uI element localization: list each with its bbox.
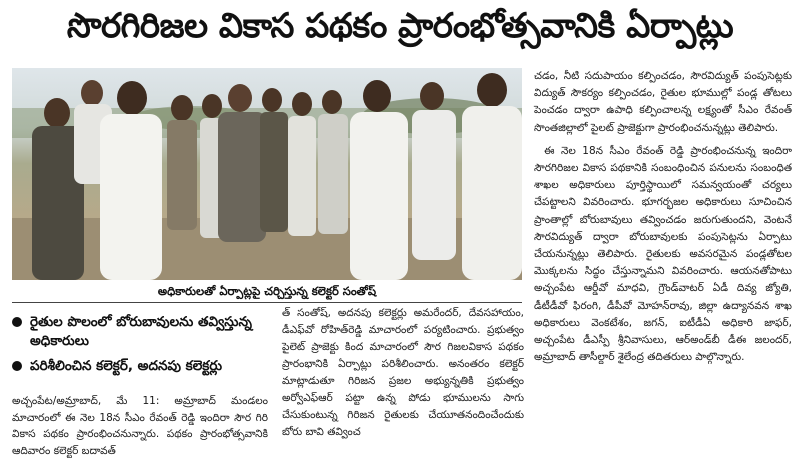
photo-illustration [12, 68, 522, 280]
news-photo [12, 68, 522, 280]
bullet-item [12, 357, 267, 376]
article-paragraph: త్ సంతోష్, అదనపు కలెక్టర్లు అమరేందర్, దేవసహాయం, డీఎఫ్‌వో రోహిత్‌రెడ్డి మాచారంలో పర్యటించారు. ప్రభుత్వం పైలెట్ ప్రాజెక్టు కింద మాచారంలో సౌర గిజలవికాస పథకం ప్రారంభానికి ఏర్పాట్లు పరిశీలించారు. అనంతరం కలెక్టర్ మాట్లాడుతూ గిరిజన ప్రజల అభ్యున్నతికి ప్రభుత్వం అర్వోఎఫ్ఆర్ పట్టా ఉన్న పోడు భూములను సాగు చేసుకుంటున్న గిరిజన రైతులకు చేయూతనందించేందుకు బోరు బావి తవ్వించ [282, 307, 524, 438]
article-column-middle [282, 305, 524, 441]
bullet-icon [12, 317, 22, 327]
photo-caption: అధికారులతో ఏర్పాట్లపై చర్చిస్తున్న కలెక్టర్ సంతోష్ [12, 280, 522, 303]
bullet-icon [12, 361, 22, 371]
article-column-right [534, 68, 792, 366]
bullet-text: రైతుల పొలంలో బోరుబావులను తవ్విస్తున్న అధికారులు [30, 314, 252, 349]
bullet-text: పరిశీలించిన కలెక్టర్, అదనపు కలెక్టర్లు [30, 358, 223, 374]
article-paragraph: అచ్చంపేట/అమ్రాబాద్, మే 11: అమ్రాబాద్ మండలం మాచారంలో ఈ నెల 18న సీఎం రేవంత్ రెడ్డి ఇందిరా సౌర గిరి వికాస పథకం ప్రారంభించనున్నారు. పథకం ప్రారంభోత్సవానికి ఆదివారం కలెక్టర్ బదావత్ [12, 395, 268, 457]
bullet-points [12, 313, 267, 382]
article-column-left [12, 393, 268, 459]
article-paragraph: ఈ నెల 18న సీఎం రేవంత్ రెడ్డి ప్రారంభించనున్న ఇందిరా సౌరగిరిజల వికాస పథకానికి సంబంధించిన పనులను సంబంధిత శాఖల అధికారులు పూర్తిస్థాయిలో సమన్వయంతో చర్యలు చేపట్టాలని వివరించారు. భూగర్భజల అధికారులు సూచించిన ప్రాంతాల్లో బోరుబావులు తవ్వించడం జరుగుతుందని, వెంటనే సౌరవిద్యుత్ ద్వారా బోరుబావులకు పంపుసెట్లను ఏర్పాటు చేయనున్నట్లు తెలిపారు. రైతులకు అవసరమైన పండ్లతోటల మొక్కలను సిద్ధం చేస్తున్నామని వివరించారు. ఆయనతోపాటు అచ్చంపేట ఆర్డీవో మాధవి, గ్రౌండ్‌వాటర్ ఏడీ దివ్య జ్యోతి, డీటీడీవో ఫిరంగి, డీపీవో మోహన్‌రావు, జిల్లా ఉద్యానవన శాఖ అధికారులు వెంకటేశం, జగన్, ఐటీడీఏ అధికారి జాఫర్, అచ్చంపేట డీఎస్పీ శ్రీనివాసులు, ఆర్‌అండ్‌బీ డీఈ జలందర్, అమ్రాబాద్ తాసీల్దార్ శైలేంద్ర తదితరులు పాల్గొన్నారు. [534, 144, 792, 364]
headline: సొరగిరిజల వికాస పథకం ప్రారంభోత్సవానికి ఏర్పాట్లు [66, 6, 734, 46]
article-paragraph: చడం, నీటి సదుపాయం కల్పించడం, సౌరవిద్యుత్ పంపుసెట్లకు విద్యుత్ సౌకర్యం కల్పించడం, రైతుల భూముల్లో పండ్ల తోటలు పెంచడం ద్వారా ఉపాధి కల్పించాలన్న లక్ష్యంతో సీఎం రేవంత్ సొంతజిల్లాలో పైలట్ ప్రాజెక్టుగా ప్రారంభించనున్నట్లు తెలిపారు. [534, 70, 792, 134]
bullet-item [12, 313, 267, 351]
